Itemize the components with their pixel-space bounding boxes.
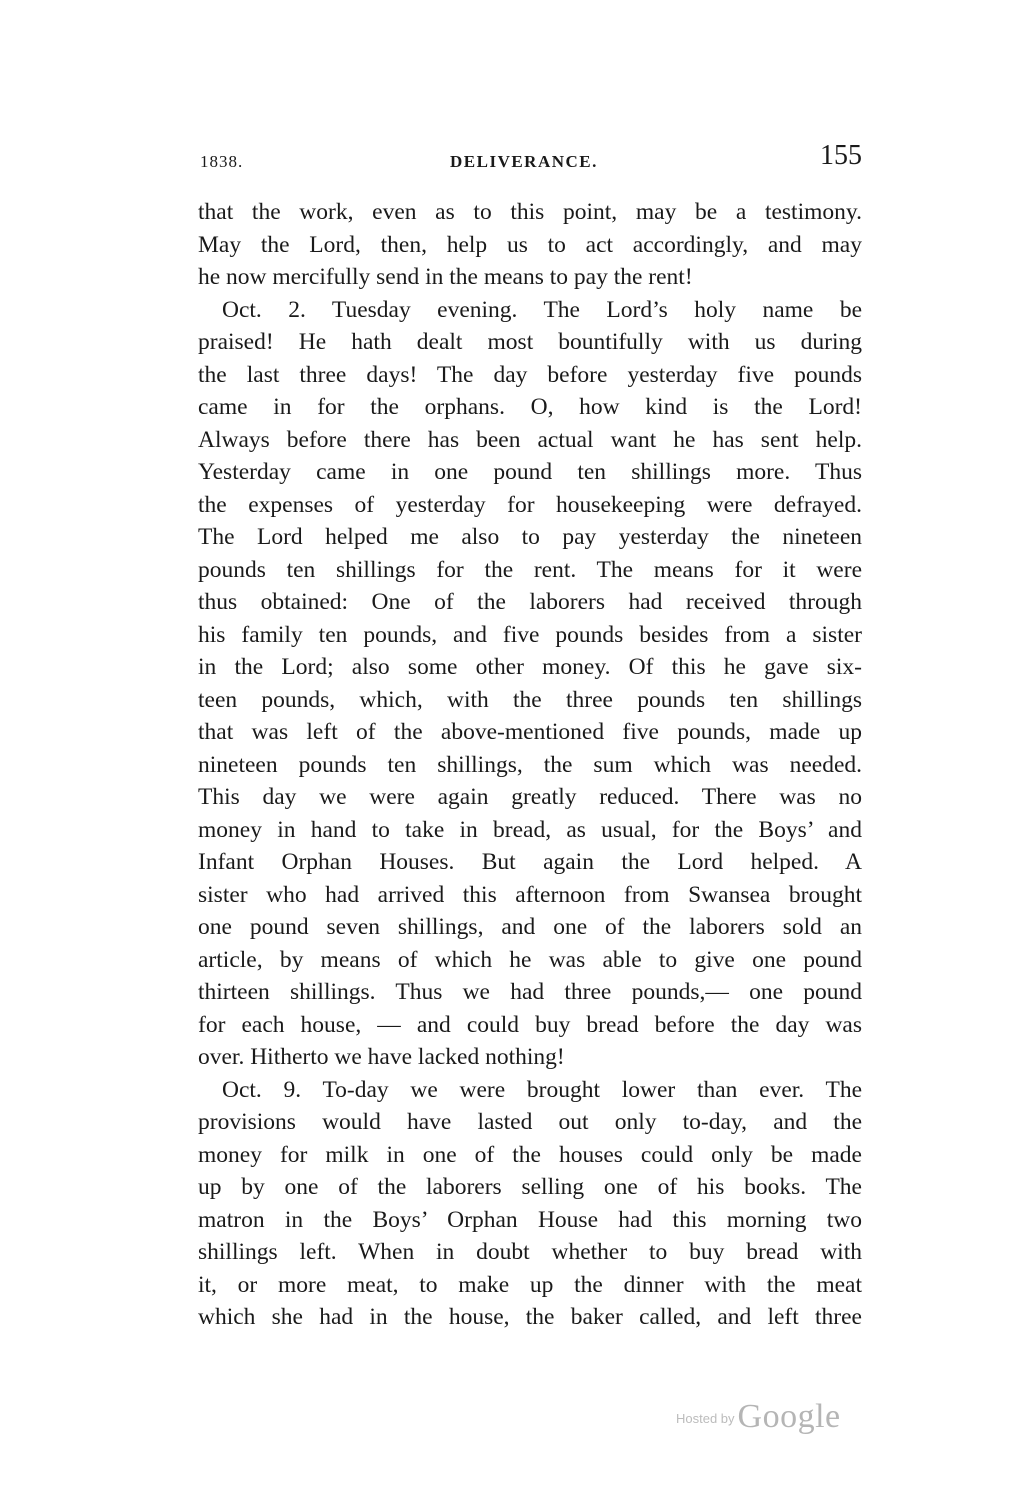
- text-line: pounds ten shillings for the rent. The means for it were: [198, 556, 862, 583]
- text-line: that the work, even as to this point, may be a testimony.: [198, 199, 862, 225]
- text-line: Oct. 2. Tuesday evening. The Lord’s holy name be: [222, 296, 862, 323]
- text-line: Yesterday came in one pound ten shillings more. Thus: [198, 459, 862, 485]
- text-line: May the Lord, then, help us to act accordingly, and may: [198, 231, 862, 258]
- text-line: thus obtained: One of the laborers had received through: [198, 589, 862, 615]
- running-head: [200, 140, 862, 180]
- text-line: Always before there has been actual want he has sent help.: [198, 426, 862, 453]
- text-line: he now mercifully send in the means to pay the rent!: [198, 264, 693, 290]
- text-line: money in hand to take in bread, as usual, for the Boys’ and: [198, 816, 862, 843]
- text-line: that was left of the above-mentioned five pounds, made up: [198, 719, 862, 745]
- text-line: provisions would have lasted out only to-day, and the: [198, 1109, 862, 1135]
- text-line: teen pounds, which, with the three pounds ten shillings: [198, 686, 862, 713]
- text-line: shillings left. When in doubt whether to buy bread with: [198, 1239, 862, 1265]
- body-text: [198, 196, 862, 1334]
- header-title: DELIVERANCE.: [450, 152, 598, 171]
- text-line: money for milk in one of the houses could only be made: [198, 1141, 862, 1168]
- page-number: 155: [820, 140, 862, 171]
- text-line: praised! He hath dealt most bountifully with us during: [198, 329, 862, 355]
- google-logo: Google: [737, 1398, 841, 1435]
- text-line: The Lord helped me also to pay yesterday the nineteen: [198, 524, 862, 550]
- text-line: in the Lord; also some other money. Of this he gave six-: [198, 654, 862, 680]
- text-line: matron in the Boys’ Orphan House had this morning two: [198, 1206, 862, 1233]
- text-line: came in for the orphans. O, how kind is the Lord!: [198, 394, 862, 420]
- text-line: article, by means of which he was able to give one pound: [198, 946, 862, 973]
- text-line: This day we were again greatly reduced. There was no: [198, 784, 862, 810]
- text-line: thirteen shillings. Thus we had three pounds,— one pound: [198, 979, 862, 1005]
- text-line: nineteen pounds ten shillings, the sum which was needed.: [198, 751, 862, 778]
- hosted-by-google-watermark: [676, 1398, 841, 1438]
- text-line: over. Hitherto we have lacked nothing!: [198, 1044, 565, 1070]
- header-year: 1838.: [200, 152, 244, 171]
- text-line: the last three days! The day before yesterday five pounds: [198, 361, 862, 388]
- text-line: it, or more meat, to make up the dinner with the meat: [198, 1271, 862, 1298]
- text-line: one pound seven shillings, and one of the laborers sold an: [198, 914, 862, 940]
- text-line: Infant Orphan Houses. But again the Lord helped. A: [198, 849, 862, 875]
- text-line: sister who had arrived this afternoon from Swansea brought: [198, 881, 862, 908]
- hosted-by-label: Hosted by: [676, 1411, 735, 1426]
- text-line: the expenses of yesterday for housekeeping were defrayed.: [198, 491, 862, 518]
- text-line: which she had in the house, the baker called, and left three: [198, 1304, 862, 1330]
- text-line: Oct. 9. To-day we were brought lower than ever. The: [222, 1076, 862, 1103]
- text-line: his family ten pounds, and five pounds besides from a sister: [198, 621, 862, 648]
- text-line: for each house, — and could buy bread before the day was: [198, 1011, 862, 1038]
- text-line: up by one of the laborers selling one of his books. The: [198, 1174, 862, 1200]
